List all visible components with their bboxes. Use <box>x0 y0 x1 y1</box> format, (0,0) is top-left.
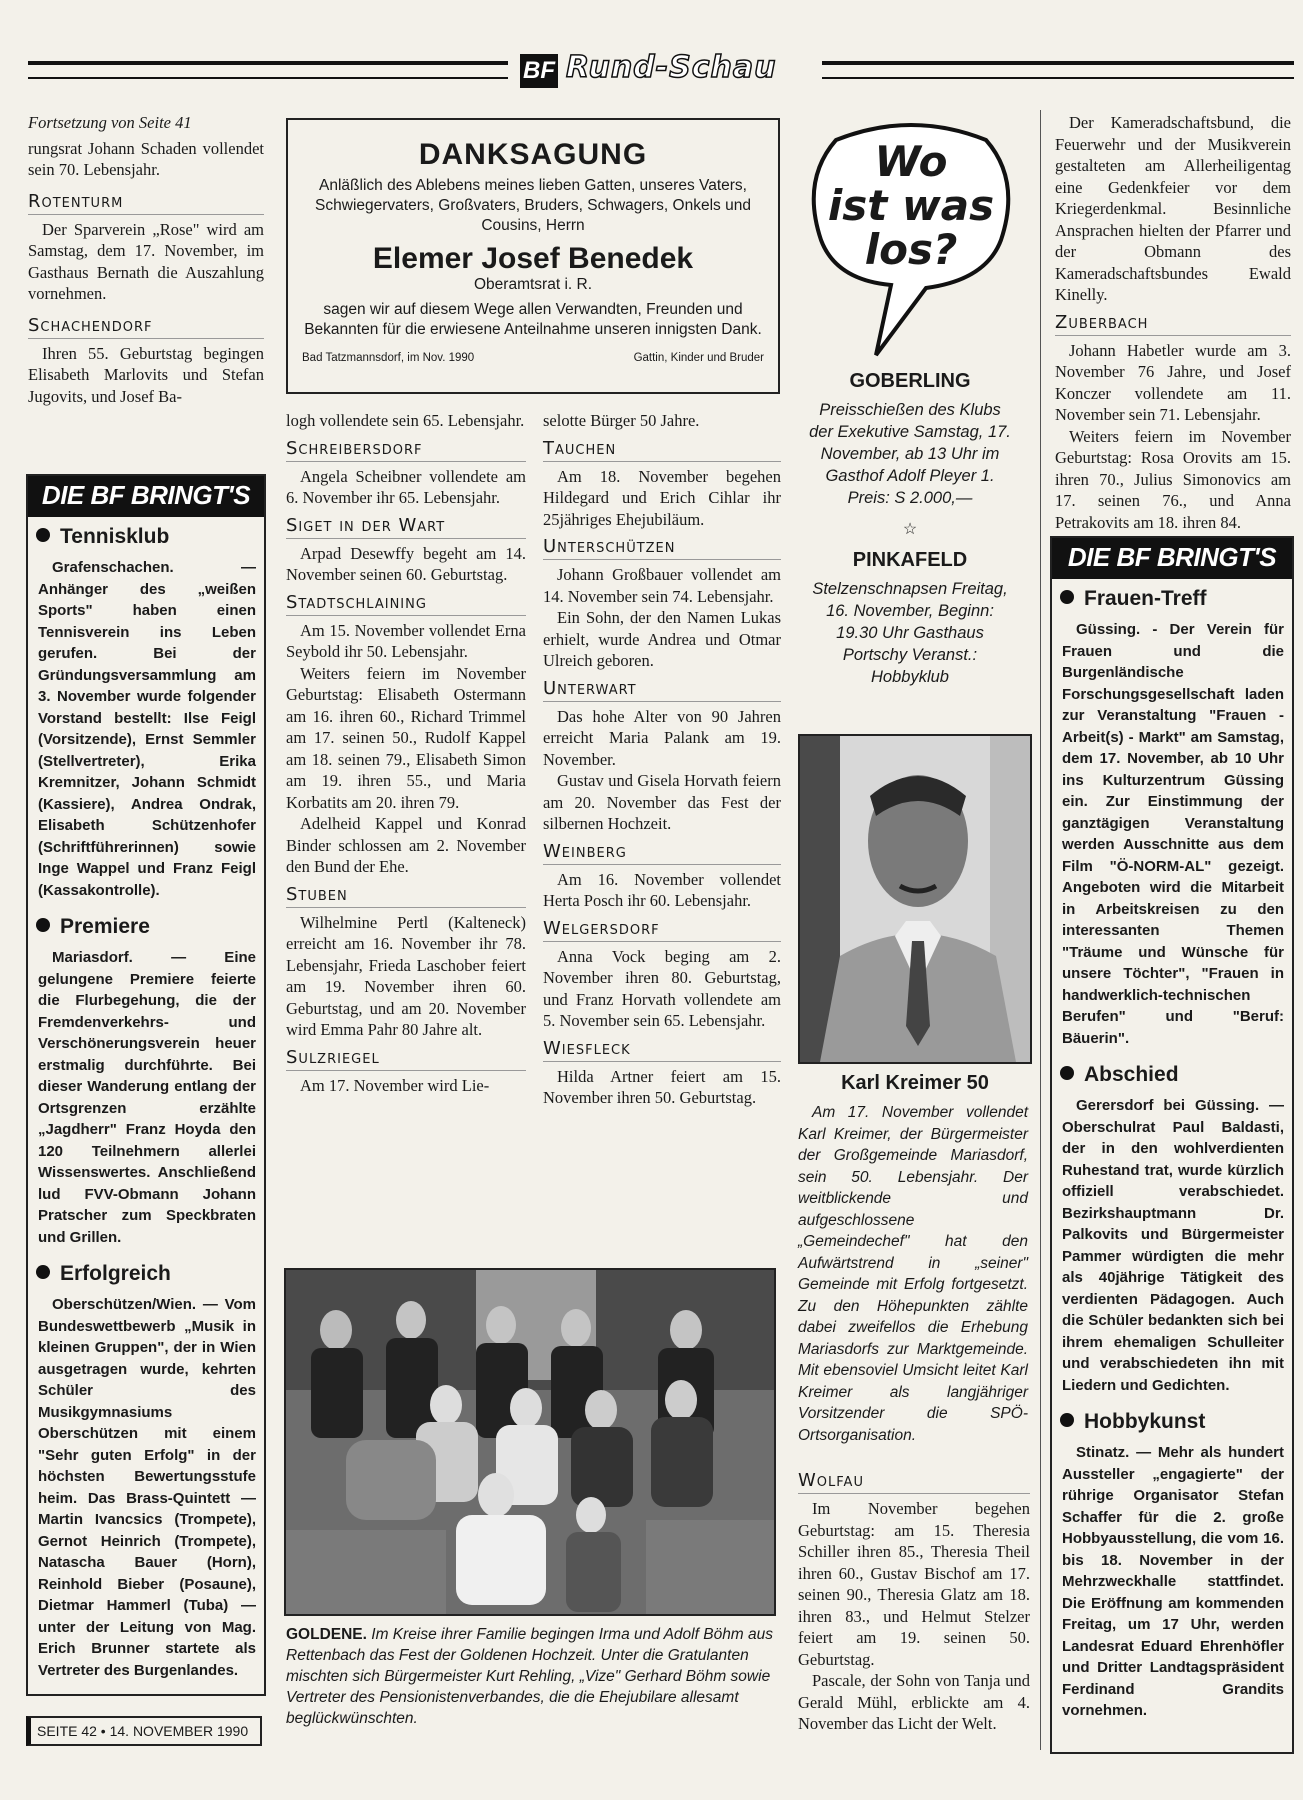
notice-text: sagen wir auf diesem Wege allen Verwandten, Freunden und Bekannten für die erwiesene Anteilnahme unseren innigsten Dank. <box>304 301 762 338</box>
column-e-top <box>1055 112 1291 533</box>
notice-intro: Anläßlich des Ablebens meines lieben Gatten, unseres Vaters, Schwiegervaters, Großvaters, Bruders, Schwagers, Onkels und Cousins, Herrn <box>315 177 751 234</box>
photo-caption <box>286 1624 776 1729</box>
article-text: Johann Habetler wurde am 3. November 76 Jahre, und Josef Konczer vollendete am 11. November sein 71. Lebensjahr. <box>1055 340 1291 424</box>
article-text: Weiters feiern im November Geburtstag: Rosa Orovits am 15. ihren 70., Julius Simonovics am 17. seinen 76., und Anna Petrakovits am 18. ihren 84. <box>1055 426 1291 532</box>
subheading: Hobbykunst <box>1060 1410 1292 1434</box>
article-text: Anna Vock beging am 2. November ihren 80. Geburtstag, und Franz Horvath vollendete am 5. November sein 65. Lebensjahr. <box>543 946 781 1030</box>
events-bubble <box>806 120 1016 360</box>
place-heading: Unterschützen <box>543 536 781 560</box>
article-text: logh vollendete sein 65. Lebensjahr. <box>286 411 525 430</box>
notice-title: DANKSAGUNG <box>418 138 648 171</box>
kreimer-text: Am 17. November vollendet Karl Kreimer, der Bürgermeister der Großgemeinde Mariasdorf, sein 50. Lebensjahr. Der weitblickende und aufgeschlossene „Gemeindechef" hat den Aufwärtstrend in „seiner" Gemeinde mit Erfolg fortgesetzt. Zu den Höhepunkten zählte dabei zweifellos die Erhebung Mariasdorfs zur Marktgemeinde. Mit ebensoviel Umsicht leitet Karl Kreimer als langjähriger Vorsitzender die SPÖ-Ortsorganisation. <box>798 1104 1028 1444</box>
news-item-text: Gerersdorf bei Güssing. — Oberschulrat Paul Baldasti, der in den wohlverdienten Ruhestand trat, wurde kürzlich offiziell verabschiedet. Bezirkshauptmann Dr. Palkovits und Bürgermeister Pammer würdigten die mehr als 40jährige Tätigkeit des verdienten Pädagogen. Auch die Schüler bedankten sich bei ihrem ehemaligen Schulleiter und verabschiedeten ihn mit Liedern und Gedichten. <box>1062 1097 1284 1394</box>
article-text: Pascale, der Sohn von Tanja und Gerald Mühl, erblickte am 4. November das Licht der Welt. <box>798 1671 1030 1733</box>
bringt-box-right <box>1050 536 1294 1754</box>
place-heading: Sulzriegel <box>286 1047 526 1071</box>
bringt-box-left <box>26 474 266 1696</box>
caption-text: Im Kreise ihrer Familie begingen Irma und Adolf Böhm aus Rettenbach das Fest der Goldenen Hochzeit. Unter die Gratulanten mischten sich Bürgermeister Kurt Rehling, „Vize" Gerhard Böhm sowie Vertreter des Pensionistenverbandes, die die Ehejubilare allesamt beglückwünschten. <box>286 1626 774 1727</box>
notice-footer <box>302 352 764 364</box>
bullet-icon <box>1060 590 1074 604</box>
article-text: rungsrat Johann Schaden vollendet sein 70. Lebensjahr. <box>28 138 264 179</box>
article-text: Am 15. November vollendet Erna Seybold ihr 50. Lebensjahr. <box>286 620 526 661</box>
header-title: Rund-Schau <box>566 50 777 85</box>
bringt-title: DIE BF BRINGT'S <box>28 476 264 517</box>
wolfau-section <box>798 1464 1030 1735</box>
events-list <box>798 370 1022 688</box>
danksagung-notice <box>286 118 780 394</box>
column-rule <box>1040 110 1041 1750</box>
star-icon: ☆ <box>902 521 918 538</box>
bullet-icon <box>36 918 50 932</box>
bullet-icon <box>36 528 50 542</box>
article-text: Arpad Desewffy begeht am 14. November seinen 60. Geburtstag. <box>286 543 526 584</box>
news-item-text: Grafenschachen. — Anhänger des „weißen Sports" haben einen Tennisverein ins Leben gerufen. Bei der Gründungsversammlung am 3. November wurde folgender Vorstand bestellt: Ilse Feigl (Vorsitzende), Ernst Semmler (Stellvertreter), Erika Kremnitzer, Johann Schmidt (Kassiere), Andrea Ondrak, Elisabeth Schützenhofer (Schriftführerinnen) sowie Inge Wappel und Franz Feigl (Kassakontrolle). <box>38 559 256 899</box>
article-text: Der Kameradschaftsbund, die Feuerwehr und der Musikverein gestalteten am Allerheiligentag eine Gedenkfeier vor dem Kriegerdenkmal. Besinnliche Ansprachen hielten der Pfarrer und der Obmann des Kameradschaftsbundes Ewald Kinelly. <box>1055 113 1291 304</box>
column-a-top <box>28 112 264 407</box>
column-c <box>543 410 781 1109</box>
place-heading: Tauchen <box>543 438 781 462</box>
bullet-icon <box>1060 1066 1074 1080</box>
bringt-title: DIE BF BRINGT'S <box>1052 538 1292 579</box>
news-item-text: Mariasdorf. — Eine gelungene Premiere feierte die Flurbegehung, die der Fremdenverkehrs- und Verschönerungsverein heuer erstmalig durchführte. Bei dieser Wanderung entlang der Ortsgrenzen erzählte „Jagdherr" Franz Hoyda den 120 Teilnehmern allerlei Wissenswertes. Anschließend lud FVV-Obmann Johann Pratscher zum Speckbraten und Grillen. <box>38 949 256 1246</box>
notice-name: Elemer Josef Benedek <box>372 242 694 275</box>
bullet-icon <box>36 1265 50 1279</box>
subheading: Frauen-Treff <box>1060 587 1292 611</box>
place-heading: Schreibersdorf <box>286 438 526 462</box>
place-heading: Stadtschlaining <box>286 592 526 616</box>
bullet-icon <box>1060 1413 1074 1427</box>
article-text: Am 18. November begehen Hildegard und Erich Cihlar ihr 25jähriges Ehejubiläum. <box>543 466 781 529</box>
notice-place: Bad Tatzmannsdorf, im Nov. 1990 <box>302 352 475 364</box>
family-photo-image <box>286 1270 774 1614</box>
place-heading: Wolfau <box>798 1470 1030 1494</box>
article-text: Johann Großbauer vollendet am 14. November sein 74. Lebensjahr. <box>543 565 781 606</box>
place-heading: Zuberbach <box>1055 312 1291 336</box>
subheading: Tennisklub <box>36 525 264 549</box>
header-rule-left <box>28 61 508 79</box>
caption-lead: GOLDENE. <box>286 1626 367 1643</box>
place-heading: Schachendorf <box>28 315 264 339</box>
article-text: Der Sparverein „Rose" wird am Samstag, dem 17. November, im Gasthaus Bernath die Auszahlung vornehmen. <box>28 219 264 303</box>
subheading: Premiere <box>36 915 264 939</box>
header-rule-right <box>822 61 1294 79</box>
article-text: Hilda Artner feiert am 15. November ihren 50. Geburtstag. <box>543 1066 781 1107</box>
news-item-text: Stinatz. — Mehr als hundert Aussteller „engagierte" der rührige Organisator Stefan Schaffer für die 2. große Hobbyausstellung, die vom 16. bis 18. November in der Mehrzweckhalle stattfindet. Die Eröffnung am kommenden Freitag, um 17 Uhr, werden Landesrat Eduard Ehrenhöfler und Dritter Landtagspräsident Ferdinand Grandits vornehmen. <box>1062 1444 1284 1719</box>
article-text: Im November begehen Geburtstag: am 15. Theresia Schiller ihren 85., Theresia Theil ihren 60., Gustav Bischof am 17. seinen 90., Theresia Glatz am 18. ihren 83., und Helmut Stelzer feiert am 19. seinen 50. Geburtstag. <box>798 1499 1030 1669</box>
article-text: Wilhelmine Pertl (Kalteneck) erreicht am 16. November ihr 78. Lebensjahr, Frieda Laschober feiert am 19. November ihren 60. Geburtstag, und am 20. November wird Emma Pahr 80 Jahre alt. <box>286 912 526 1039</box>
place-heading: Welgersdorf <box>543 918 781 942</box>
place-heading: Stuben <box>286 884 526 908</box>
place-heading: Rotenturm <box>28 191 264 215</box>
subheading: Abschied <box>1060 1063 1292 1087</box>
event-text: Preisschießen des Klubs der Exekutive Samstag, 17. November, ab 13 Uhr im Gasthof Adolf Pleyer 1. Preis: S 2.000,— <box>809 401 1011 507</box>
article-text: Adelheid Kappel und Konrad Binder schlossen am 2. November den Bund der Ehe. <box>286 814 526 876</box>
article-text: Das hohe Alter von 90 Jahren erreicht Maria Palank am 19. November. <box>543 706 781 769</box>
article-text: Weiters feiern im November Geburtstag: Elisabeth Ostermann am 16. ihren 60., Richard Trimmel am 17. seinen 50., Rudolf Kappel am 18. seinen 79., Elisabeth Simon am 19. ihren 55., und Maria Korbatits am 20. ihren 79. <box>286 663 526 812</box>
page-footer: SEITE 42 • 14. NOVEMBER 1990 <box>26 1716 262 1746</box>
bubble-line: ist was <box>827 181 995 230</box>
column-b <box>286 410 526 1096</box>
place-heading: Unterwart <box>543 678 781 702</box>
kreimer-portrait <box>798 734 1032 1064</box>
bubble-line: los? <box>864 225 958 274</box>
article-text: Am 16. November vollendet Herta Posch ihr 60. Lebensjahr. <box>543 869 781 910</box>
article-text: Ihren 55. Geburtstag begingen Elisabeth Marlovits und Stefan Jugovits, und Josef Ba- <box>28 343 264 406</box>
article-text: selotte Bürger 50 Jahre. <box>543 411 700 430</box>
place-heading: Wiesfleck <box>543 1038 781 1062</box>
event-place: GOBERLING <box>849 370 971 392</box>
article-text: Gustav und Gisela Horvath feiern am 20. November das Fest der silbernen Hochzeit. <box>543 771 781 833</box>
event-place: PINKAFELD <box>852 549 968 571</box>
kreimer-title: Karl Kreimer 50 <box>841 1072 989 1094</box>
place-heading: Weinberg <box>543 841 781 865</box>
bubble-line: Wo <box>874 137 948 186</box>
bubble-text <box>806 137 1016 274</box>
event-text: Stelzenschnapsen Freitag, 16. November, Beginn: 19.30 Uhr Gasthaus Portschy Veranst.: Hobbyklub <box>812 580 1008 686</box>
article-text: Ein Sohn, der den Namen Lukas erhielt, wurde Andrea und Otmar Ulreich geboren. <box>543 608 781 670</box>
family-photo <box>284 1268 776 1616</box>
news-item-text: Güssing. - Der Verein für Frauen und die Burgenländische Forschungsgesellschaft laden zur Veranstaltung "Frauen - Arbeit(s) - Markt" am Samstag, dem 17. November, ab 10 Uhr ins Kulturzentrum Güssing ein. Zur Einstimmung der ganztägigen Veranstaltung werden Ausschnitte aus dem Film "Ö-NORM-AL" gezeigt. Angeboten wird die Mitarbeit in Arbeitskreisen zu den interessanten Themen "Träume und Wünsche für unsere Töchter", "Frauen in handwerklich-technischen Berufen" und "Beruf: Bäuerin". <box>1062 621 1284 1047</box>
notice-sign: Gattin, Kinder und Bruder <box>633 352 764 364</box>
news-item-text: Oberschützen/Wien. — Vom Bundeswettbewerb „Musik in kleinen Gruppen", der in Wien ausgetragen wurde, kehrten Schüler des Musikgymnasiums Oberschützen mit einem "Sehr guten Erfolg" in der höchsten Bewertungsstufe heim. Das Brass-Quintett — Martin Ivancsics (Trompete), Gernot Heinrich (Trompete), Natascha Bauer (Horn), Reinhold Bieber (Posaune), Dietmar Hammerl (Tuba) — unter der Leitung von Mag. Erich Brunner startete als Vertreter des Burgenlandes. <box>38 1296 256 1679</box>
subheading: Erfolgreich <box>36 1262 264 1286</box>
place-heading: Siget in der Wart <box>286 515 526 539</box>
continued-note: Fortsetzung von Seite 41 <box>28 113 192 132</box>
notice-rank: Oberamtsrat i. R. <box>474 276 592 293</box>
article-text: Angela Scheibner vollendete am 6. November ihr 65. Lebensjahr. <box>286 466 526 507</box>
article-text: Am 17. November wird Lie- <box>300 1075 490 1095</box>
header-logo: BF <box>520 54 558 88</box>
portrait-image <box>800 736 1030 1062</box>
